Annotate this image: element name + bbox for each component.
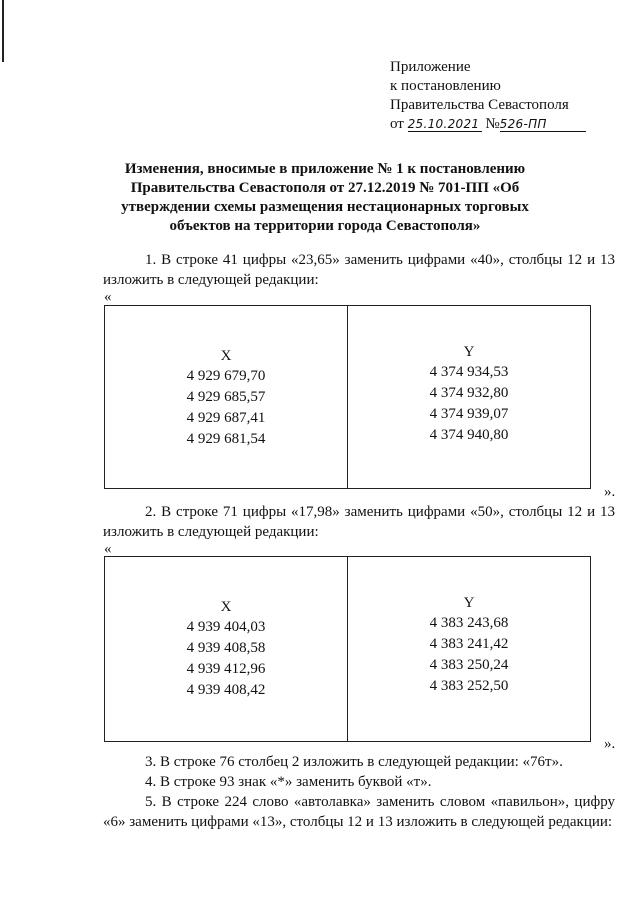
section2-coordinates-table [104, 556, 591, 742]
date-value: 25.10.2021 [407, 117, 480, 131]
section2-x-header: X [220, 599, 232, 615]
item-5: 5. В строке 224 слово «автолавка» заменить словом «павильон», цифру «6» заменить цифрами «13», столбцы 12 и 13 изложить в следующей редакции: [103, 794, 615, 830]
item-3: 3. В строке 76 столбец 2 изложить в следующей редакции: «76т». [145, 754, 563, 770]
header-date-line [390, 115, 586, 134]
section2-x-value: 4 939 404,03 [186, 619, 266, 635]
section2-paragraph [103, 502, 615, 542]
section1-x-value: 4 929 685,57 [186, 389, 266, 405]
number-field [500, 117, 586, 132]
section2-x-column [105, 557, 347, 741]
section2-y-header: Y [463, 595, 475, 611]
date-prefix: от [390, 116, 404, 132]
header-government: Правительства Севастополя [390, 97, 569, 113]
section2-y-value: 4 383 243,68 [429, 615, 509, 631]
section1-x-value: 4 929 681,54 [186, 431, 266, 447]
section2-open-quote: « [104, 541, 112, 557]
section1-x-value: 4 929 687,41 [186, 410, 266, 426]
document-header [390, 58, 586, 134]
scan-edge-mark [2, 0, 4, 62]
section2-x-value: 4 939 408,58 [186, 640, 266, 656]
section1-y-header: Y [463, 344, 475, 360]
section2-y-column [347, 557, 590, 741]
document-title: Изменения, вносимые в приложение № 1 к постановлению Правительства Севастополя от 27.12.2019 № 701-ПП «Об утверждении схемы размещения нестационарных торговых объектов на территории города Севастополя» [121, 161, 529, 234]
section1-text: 1. В строке 41 цифры «23,65» заменить цифрами «40», столбцы 12 и 13 изложить в следующей редакции: [103, 252, 615, 288]
section1-y-value: 4 374 940,80 [429, 427, 509, 443]
date-field [408, 117, 482, 132]
section2-y-value: 4 383 250,24 [429, 657, 509, 673]
section2-y-value: 4 383 252,50 [429, 678, 509, 694]
section1-y-column [347, 306, 590, 488]
item-4: 4. В строке 93 знак «*» заменить буквой «т». [145, 774, 432, 790]
number-prefix: № [485, 116, 500, 132]
section1-coordinates-table [104, 305, 591, 489]
section2-x-value: 4 939 408,42 [186, 682, 266, 698]
section1-y-value: 4 374 934,53 [429, 364, 509, 380]
section1-x-column [105, 306, 347, 488]
number-value: 526-ПП [499, 117, 547, 131]
section2-close-quote: ». [604, 736, 616, 752]
header-appendix: Приложение [390, 59, 471, 75]
section2-text: 2. В строке 71 цифры «17,98» заменить цифрами «50», столбцы 12 и 13 изложить в следующей редакции: [103, 504, 615, 540]
section1-x-value: 4 929 679,70 [186, 368, 266, 384]
section1-y-value: 4 374 932,80 [429, 385, 509, 401]
section1-paragraph [103, 250, 615, 290]
section1-open-quote: « [104, 289, 112, 305]
section2-y-value: 4 383 241,42 [429, 636, 509, 652]
section1-x-header: X [220, 348, 232, 364]
section1-close-quote: ». [604, 484, 616, 500]
header-to-resolution: к постановлению [390, 78, 501, 94]
section2-x-value: 4 939 412,96 [186, 661, 266, 677]
section1-y-value: 4 374 939,07 [429, 406, 509, 422]
